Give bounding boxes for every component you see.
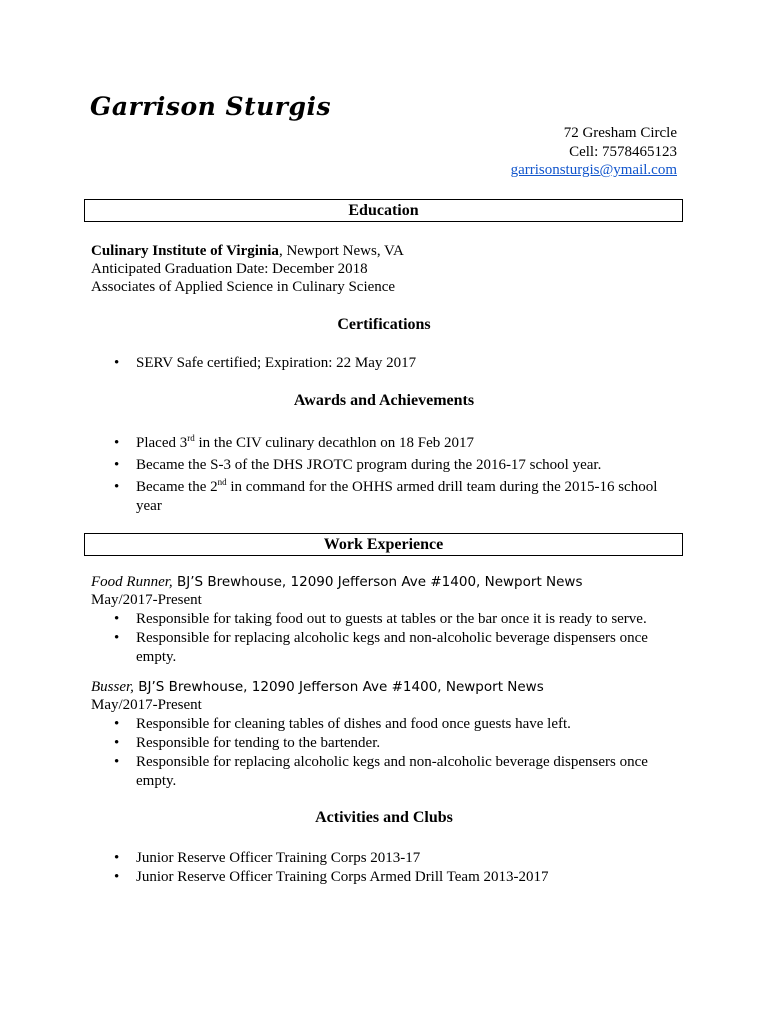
contact-info (511, 124, 677, 180)
list-item: • SERV Safe certified; Expiration: 22 May 2017 (114, 355, 417, 371)
certifications-list (0, 354, 768, 373)
list-item: • Junior Reserve Officer Training Corps 2013-17 (114, 850, 421, 866)
awards-heading: Awards and Achievements (293, 392, 475, 409)
degree-text: Associates of Applied Science in Culinary Science (91, 279, 396, 295)
list-item: • Responsible for taking food out to guests at tables or the bar once it is ready to serve. (114, 611, 647, 627)
list-item: • Became the 2nd in command for the OHHS armed drill team during the 2015-16 school year (114, 477, 658, 514)
list-item: • Became the S-3 of the DHS JROTC program during the 2016-17 school year. (114, 457, 602, 473)
applicant-name: Garrison Sturgis (90, 92, 332, 121)
food-runner-duties (0, 610, 768, 667)
list-item: • Responsible for replacing alcoholic kegs and non-alcoholic beverage dispensers once empty. (114, 754, 648, 789)
awards-list (0, 434, 768, 516)
work-heading: Work Experience (84, 533, 683, 556)
school-name: Culinary Institute of Virginia (91, 243, 279, 259)
activities-list (0, 849, 768, 887)
job-place: BJ’S Brewhouse, 12090 Jefferson Ave #1400, Newport News (172, 574, 583, 590)
email-link[interactable]: garrisonsturgis@ymail.com (510, 162, 677, 178)
list-item: • Responsible for cleaning tables of dishes and food once guests have left. (114, 716, 571, 732)
job-dates: May/2017-Present (91, 697, 202, 713)
activities-heading: Activities and Clubs (315, 809, 453, 826)
education-heading: Education (84, 199, 683, 222)
education-section (91, 242, 691, 296)
school-location: , Newport News, VA (278, 243, 404, 259)
job-title: Food Runner, (91, 574, 173, 590)
address-text: 72 Gresham Circle (563, 125, 677, 141)
list-item: • Junior Reserve Officer Training Corps Armed Drill Team 2013-2017 (114, 869, 549, 885)
job-title: Busser, (91, 679, 134, 695)
list-item: • Placed 3rd in the CIV culinary decathlon on 18 Feb 2017 (114, 433, 474, 451)
graduation-date: Anticipated Graduation Date: December 2018 (91, 261, 368, 277)
job-busser (91, 678, 691, 714)
list-item: • Responsible for tending to the bartender. (114, 735, 381, 751)
certifications-heading: Certifications (337, 316, 431, 333)
cell-text: Cell: 7578465123 (569, 143, 677, 160)
busser-duties (0, 715, 768, 791)
job-dates: May/2017-Present (91, 592, 202, 608)
list-item: • Responsible for replacing alcoholic kegs and non-alcoholic beverage dispensers once empty. (114, 630, 648, 665)
job-food-runner (91, 573, 691, 609)
job-place: BJ’S Brewhouse, 12090 Jefferson Ave #1400, Newport News (133, 679, 544, 695)
